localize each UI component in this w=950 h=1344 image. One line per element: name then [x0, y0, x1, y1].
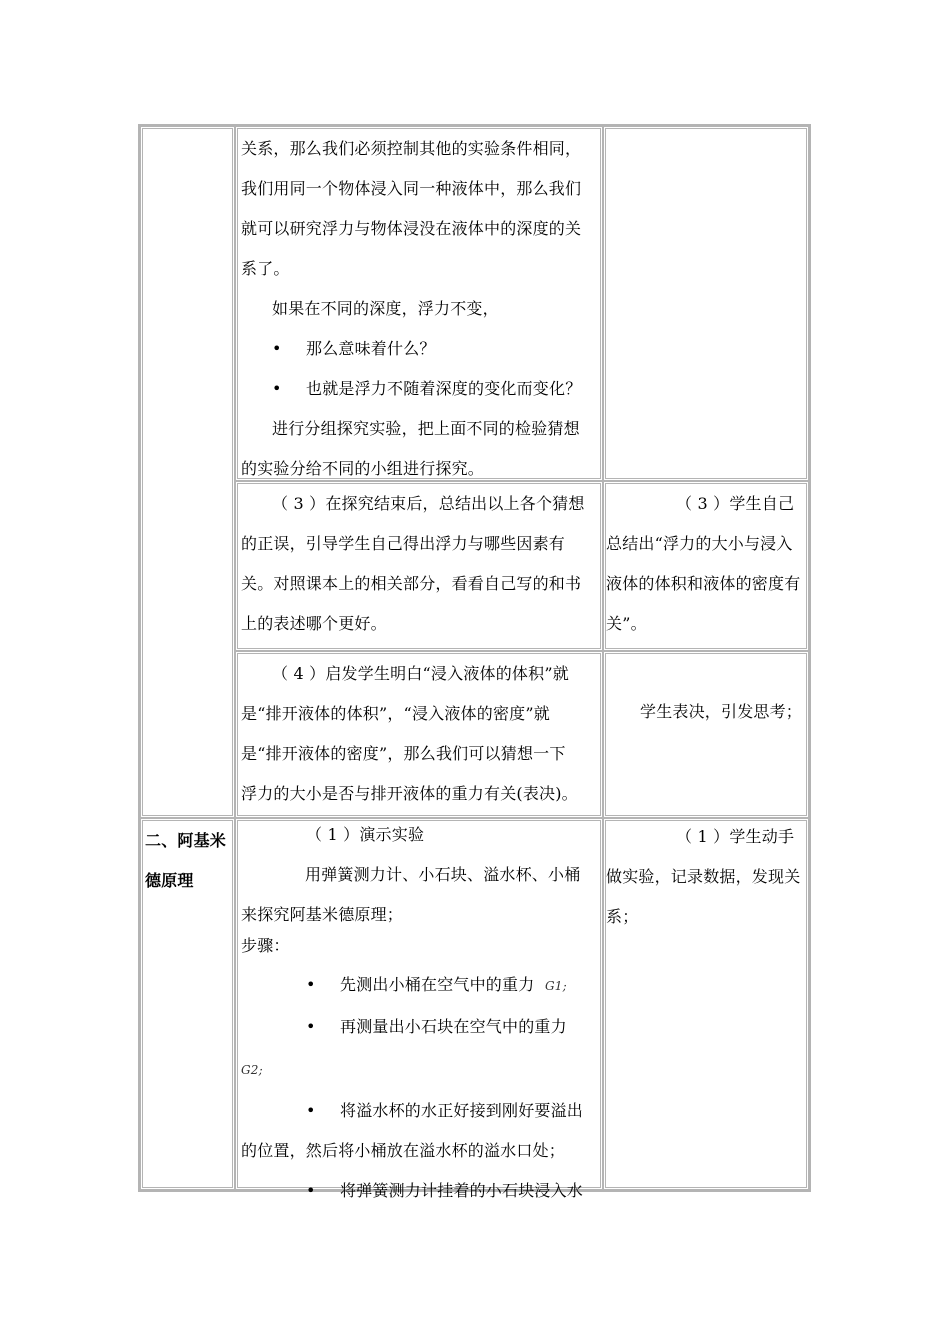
- bullet-icon: •: [306, 975, 316, 994]
- row3-col2-cell: [235, 651, 603, 818]
- text-line: （ 1 ）演示实验: [306, 825, 425, 844]
- row4-col2-cell: [235, 818, 603, 1200]
- bullet-icon: •: [306, 1181, 316, 1200]
- lesson-table: [138, 124, 811, 1200]
- symbol-g2: G2;: [241, 1063, 263, 1077]
- row1-col1-empty: [140, 126, 235, 818]
- bullet-item: [238, 369, 600, 409]
- text-line: 液体的体积和液体的密度有: [606, 574, 801, 593]
- bullet-icon: •: [306, 1101, 316, 1120]
- bullet-item: [238, 1171, 600, 1211]
- text-line: 关。对照课本上的相关部分，看看自己写的和书: [241, 574, 582, 593]
- text-line: [238, 1047, 600, 1091]
- text-line: 是“排开液体的体积”，“浸入液体的密度”就: [241, 704, 550, 723]
- text-line: 是“排开液体的密度”，那么我们可以猜想一下: [241, 744, 566, 763]
- bullet-item: [238, 329, 600, 369]
- text-line: 就可以研究浮力与物体浸没在液体中的深度的关: [241, 219, 582, 238]
- text-line: （ 3 ）在探究结束后，总结出以上各个猜想: [272, 494, 585, 513]
- text-line: 系；: [606, 907, 639, 926]
- bullet-text: 再测量出小石块在空气中的重力: [340, 1017, 567, 1036]
- section-title: 二、阿基米: [145, 831, 227, 850]
- text-line: 如果在不同的深度，浮力不变，: [272, 299, 499, 318]
- text-line: 进行分组探究实验，把上面不同的检验猜想: [272, 419, 580, 438]
- text-line: （ 4 ）启发学生明白“浸入液体的体积”就: [272, 664, 569, 683]
- text-line: 步骤：: [241, 936, 290, 955]
- section-title-cell: [140, 818, 235, 1190]
- bullet-item: [238, 1091, 600, 1131]
- bullet-item: [238, 963, 600, 1007]
- text-line: 的位置，然后将小桶放在溢水杯的溢水口处；: [241, 1141, 566, 1160]
- text-line: 用弹簧测力计、小石块、溢水杯、小桶: [305, 865, 581, 884]
- section-title: 德原理: [145, 871, 194, 890]
- text-line: 关”。: [606, 614, 647, 633]
- text-line: （ 3 ）学生自己: [676, 494, 795, 513]
- text-line: 的正误，引导学生自己得出浮力与哪些因素有: [241, 534, 566, 553]
- bullet-text: 那么意味着什么？: [306, 339, 436, 358]
- text-line: 来探究阿基米德原理；: [241, 905, 404, 924]
- text-line: 总结出“浮力的大小与浸入: [606, 534, 793, 553]
- row1-col2-cell: [235, 126, 603, 481]
- row3-col3-cell: [603, 651, 809, 818]
- text-line: 我们用同一个物体浸入同一种液体中，那么我们: [241, 179, 582, 198]
- text-line: 做实验，记录数据，发现关: [606, 867, 801, 886]
- bullet-text: 也就是浮力不随着深度的变化而变化？: [306, 379, 582, 398]
- bullet-text: 将弹簧测力计挂着的小石块浸入水: [340, 1181, 584, 1200]
- bullet-icon: •: [306, 1017, 316, 1036]
- text-line: 系了。: [241, 259, 290, 278]
- row1-col3-empty: [603, 126, 809, 481]
- symbol-g1: G1;: [544, 979, 567, 993]
- text-line: 的实验分给不同的小组进行探究。: [241, 459, 485, 478]
- text-line: 浮力的大小是否与排开液体的重力有关(表决)。: [241, 784, 578, 803]
- bullet-text: 先测出小桶在空气中的重力: [340, 975, 535, 994]
- bullet-icon: •: [272, 379, 282, 398]
- text-line: 学生表决，引发思考；: [640, 702, 803, 721]
- row2-col3-cell: [603, 481, 809, 651]
- text-line: 关系，那么我们必须控制其他的实验条件相同，: [241, 139, 582, 158]
- bullet-item: [238, 1007, 600, 1047]
- text-line: 上的表述哪个更好。: [241, 614, 387, 633]
- bullet-text: 将溢水杯的水正好接到刚好要溢出: [340, 1101, 584, 1120]
- bullet-icon: •: [272, 339, 282, 358]
- row4-col3-cell: [603, 818, 809, 1190]
- row2-col2-cell: [235, 481, 603, 651]
- text-line: （ 1 ）学生动手: [676, 827, 795, 846]
